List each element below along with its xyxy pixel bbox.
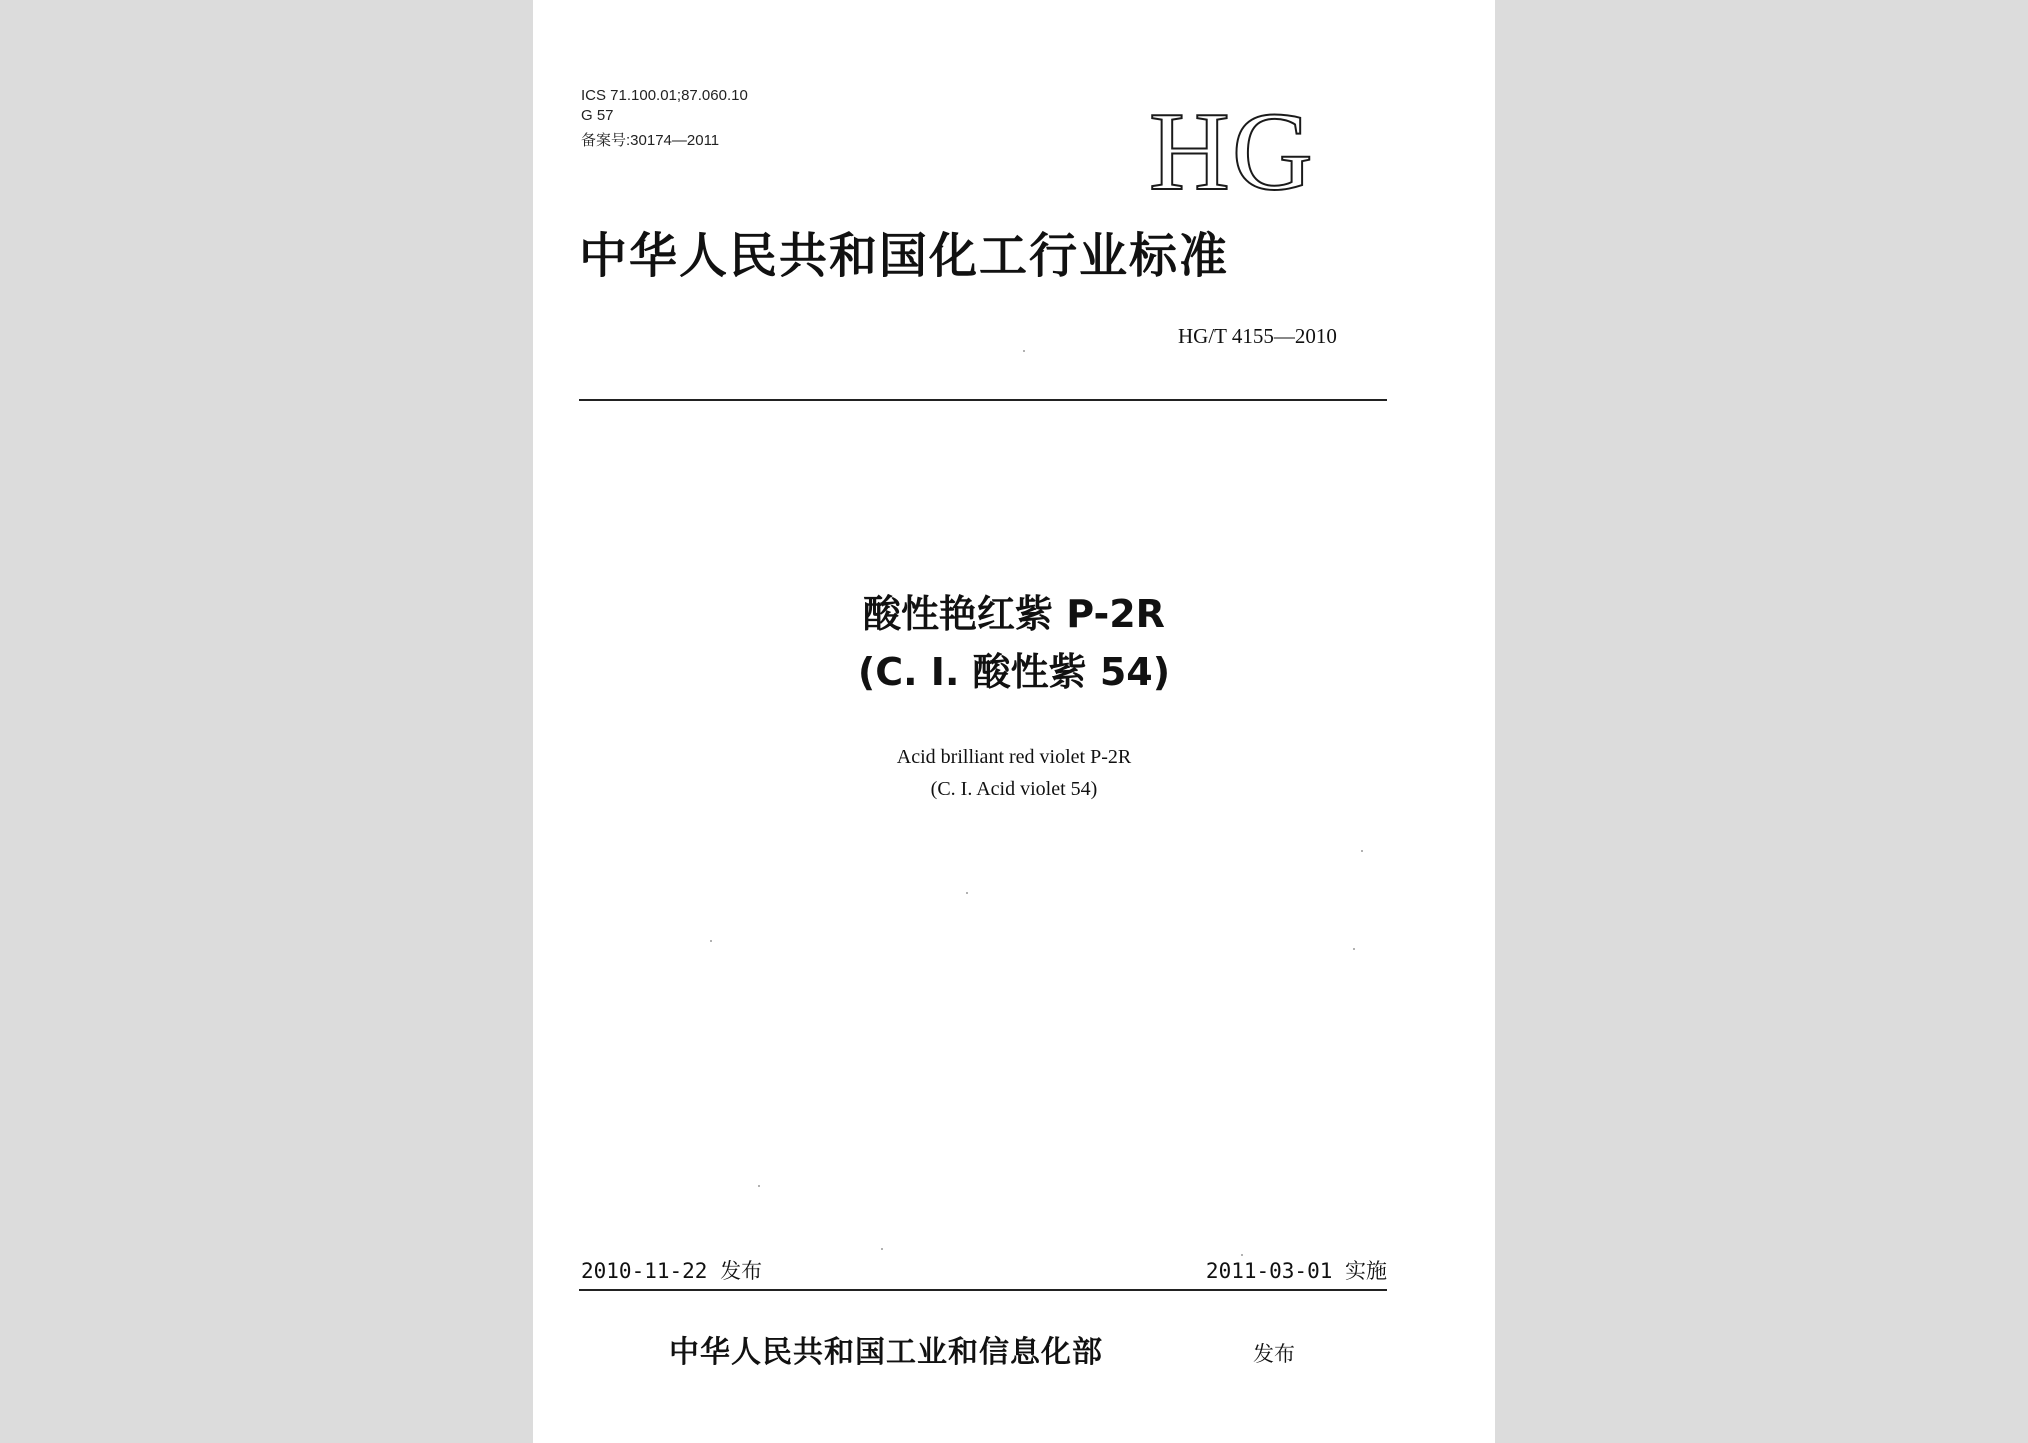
title-en-line1: Acid brilliant red violet P-2R [896,746,1132,768]
hg-logo: HG [1149,90,1315,214]
document-page [533,0,1495,1443]
ics-code: ICS 71.100.01;87.060.10 [581,87,748,104]
standard-number: HG/T 4155—2010 [1178,324,1337,348]
scan-speck [881,1248,883,1250]
implementation-date: 2011-03-01 实施 [1205,1259,1387,1283]
title-en-line2: (C. I. Acid violet 54) [930,778,1098,800]
scan-speck [1353,948,1355,950]
footer-divider [579,1289,1387,1291]
scan-speck [758,1185,760,1187]
publish-label: 发布 [1253,1342,1295,1366]
organization-title: 中华人民共和国化工行业标准 [579,228,1230,284]
title-cn-line1: 酸性艳红紫 P-2R [863,592,1165,636]
scan-speck [710,940,712,942]
filing-number: 备案号:30174—2011 [581,132,720,149]
issue-date: 2010-11-22 发布 [581,1259,763,1283]
title-cn-line2: (C. I. 酸性紫 54) [857,650,1171,694]
scan-speck [1361,850,1363,852]
publisher-name: 中华人民共和国工业和信息化部 [669,1335,1103,1370]
ccs-code: G 57 [581,107,614,124]
header-divider [579,399,1387,401]
scan-speck [1023,350,1025,352]
scan-speck [1241,1254,1243,1256]
scan-speck [966,892,968,894]
